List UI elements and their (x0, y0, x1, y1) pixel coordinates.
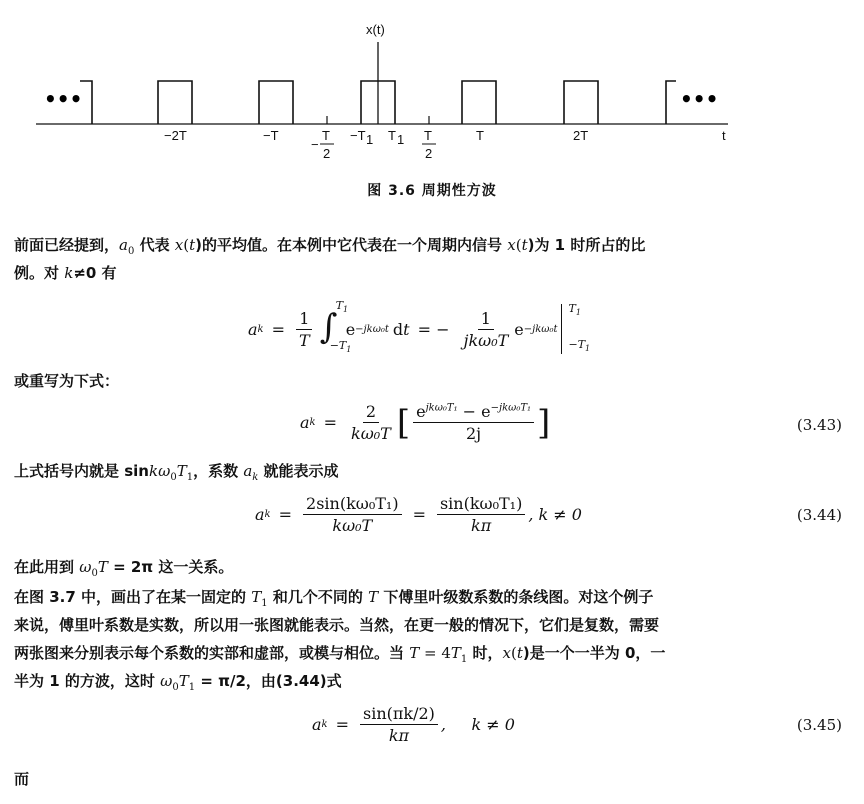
equation-number-3-44: (3.44) (796, 506, 842, 524)
tick-label-T2-num: T (424, 128, 432, 143)
paragraph-1-line-2: 例。对 k≠0 有 (14, 264, 117, 282)
paragraph-and: 而 (14, 770, 30, 788)
figure-periodic-square-wave (0, 0, 864, 210)
tick-label-negT: −T (263, 128, 279, 143)
ellipsis-left: ••• (44, 87, 83, 111)
tick-label-T1: T (388, 128, 396, 143)
ylabel-xt: x(t) (366, 22, 385, 37)
paragraph-rewrite: 或重写为下式： (14, 372, 120, 390)
tick-label-T2-den: 2 (425, 146, 433, 161)
tick-label-2T: 2T (573, 128, 589, 143)
tick-label-T1-sub: 1 (397, 132, 405, 147)
equation-3-43: a k = $\frac{2}{\text{kω₀T}}$ [ $\frac{e^{jk\omega_0T_1} - e^{-jk\omega_0T_1}}{2j}$ ] (3.43) (300, 402, 842, 443)
equation-number-3-45: (3.45) (796, 716, 842, 734)
paragraph-relation: 在此用到 $\omega_0T = 2\pi$ 这一关系。 (14, 558, 234, 579)
paragraph-1-line-1: 前面已经提到，$a_0$ 代表 x(t)的平均值。在本例中它代表在一个周期内信号 x(t)为 1 时所占的比 (14, 236, 646, 257)
pulse-2T (564, 81, 598, 124)
tick-label-T: T (476, 128, 484, 143)
tick-label-negT2-num: T (322, 128, 330, 143)
equation-ak-integral: a k = $\frac{1}{T}$ ∫ $T_1$ $-T_1$ e −jkω₀t d t = − $\frac{1}{\text{jkω₀T}}$ e −jkω₀t $T_1$ $-T_1$ (0, 296, 864, 366)
equation-number-3-43: (3.43) (796, 416, 842, 434)
paragraph-6-line-1: 在图 3.7 中，画出了在某一固定的 $T_1$ 和几个不同的 T 下傅里叶级数系数的条线图。对这个例子 (14, 588, 654, 609)
xlabel-t: t (722, 128, 726, 143)
figure-caption: 图 3.6 周期性方波 (367, 183, 497, 199)
paragraph-6-line-2: 来说，傅里叶系数是实数，所以用一张图就能表示。当然，在更一般的情况下，它们是复数，需要 (14, 616, 660, 634)
tick-label-neg2T: −2T (164, 128, 187, 143)
tick-label-negT2-den: 2 (323, 146, 331, 161)
pulse-T (462, 81, 496, 124)
equation-3-44: a k = $\frac{\text{2sin(kω₀T₁)}}{\text{kω₀T}}$ = $\frac{\text{sin(kω₀T₁)}}{k\pi}$ , k ≠ 0 (3.44) (255, 494, 842, 535)
pulse-right-partial (666, 81, 676, 124)
tick-label-negT2-sign: − (311, 137, 319, 152)
tick-label-negT1: −T (350, 128, 366, 143)
paragraph-bracket: 上式括号内就是 $\sin k\omega_0T_1$，系数 $a_k$ 就能表示成 (14, 462, 339, 483)
pulse-negT (259, 81, 293, 124)
tick-label-negT1-sub: 1 (366, 132, 374, 147)
equation-3-45: a k = $\frac{\sin(\pi k/2)}{k\pi}$ , k ≠ 0 (3.45) (312, 704, 842, 745)
paragraph-6-line-4: 半为 1 的方波，这时 $\omega_0T_1 = \pi/2$，由(3.44)式 (14, 672, 342, 693)
pulse-neg2T (158, 81, 192, 124)
square-wave-plot (0, 0, 864, 210)
paragraph-6-line-3: 两张图来分别表示每个系数的实部和虚部，或模与相位。当 $T = 4T_1$ 时，x(t)是一个一半为 0，一 (14, 644, 666, 665)
ellipsis-right: ••• (680, 87, 719, 111)
